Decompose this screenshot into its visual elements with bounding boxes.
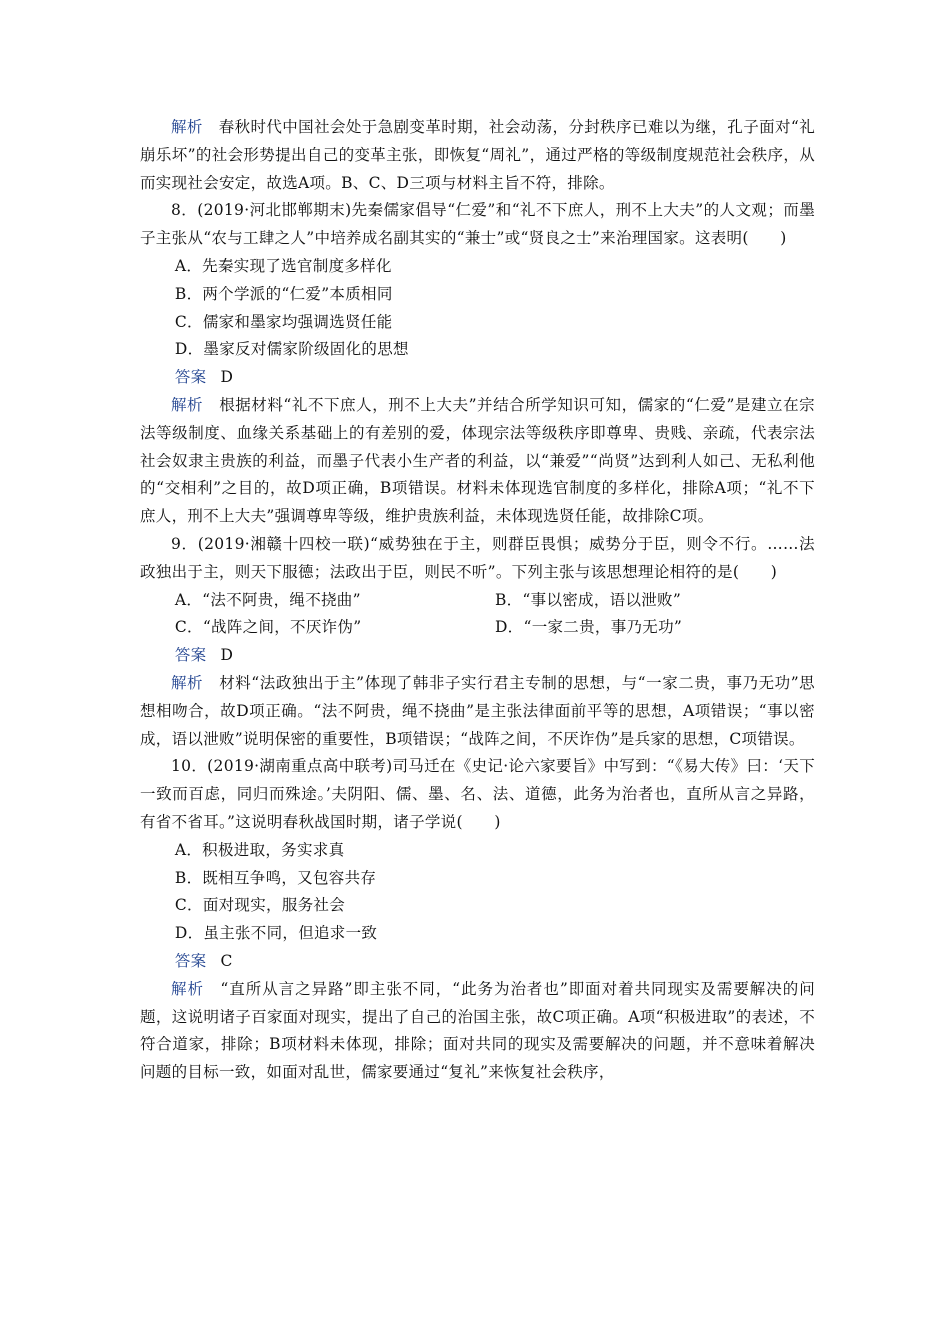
q8-stem: 8．(2019·河北邯郸期末)先秦儒家倡导“仁爱”和“礼不下庶人，刑不上大夫”的人文观；而墨子主张从“农与工肆之人”中培养成名副其实的“兼士”或“贤良之士”来治理国家。这表明( ) <box>140 201 815 248</box>
q10-analysis: 解析 “直所从言之异路”即主张不同，“此务为治者也”即面对着共同现实及需要解决的问题，这说明诸子百家面对现实，提出了自己的治国主张，故C项正确。A项“积极进取”的表述，不符合道家，排除；B项材料未体现，排除；面对共同的现实及需要解决的问题，并不意味着解决问题的目标一致，如面对乱世，儒家要通过“复礼”来恢复社会秩序， <box>140 979 815 1082</box>
q10-option-c: C．面对现实，服务社会 <box>174 896 346 915</box>
q9-answer-value: D <box>220 646 234 665</box>
q8-option-c: C．儒家和墨家均强调选贤任能 <box>174 312 393 331</box>
q9-options-row-1 <box>140 587 815 615</box>
answer-label: 答案 <box>174 368 207 387</box>
q9-option-a: A．“法不阿贵，绳不挠曲” <box>174 590 361 609</box>
analysis-label: 解析 <box>171 395 204 414</box>
analysis-label: 解析 <box>171 118 203 136</box>
document-page <box>140 114 815 1087</box>
q9-analysis: 解析 材料“法政独出于主”体现了韩非子实行君主专制的思想，与“一家二贵，事乃无功”思想相吻合，故D项正确。“法不阿贵，绳不挠曲”是主张法律面前平等的思想，A项错误；“事以密成，语以泄败”说明保密的重要性，B项错误；“战阵之间，不厌诈伪”是兵家的思想，C项错误。 <box>140 673 815 748</box>
q8-option-b: B．两个学派的“仁爱”本质相同 <box>174 284 393 303</box>
q8-answer <box>140 364 815 392</box>
q9-option-c: C．“战阵之间，不厌诈伪” <box>174 618 362 637</box>
q9-options-row-2 <box>140 614 815 642</box>
answer-label: 答案 <box>174 646 207 665</box>
q8-analysis: 解析 根据材料“礼不下庶人，刑不上大夫”并结合所学知识可知，儒家的“仁爱”是建立在宗法等级制度、血缘关系基础上的有差别的爱，体现宗法等级秩序即尊卑、贵贱、亲疏，代表宗法社会奴隶主贵族的利益，而墨子代表小生产者的利益，以“兼爱”“尚贤”达到利人如己、无私利他的“交相利”之目的，故D项正确，B项错误。材料未体现选官制度的多样化，排除A项；“礼不下庶人，刑不上大夫”强调尊卑等级，维护贵族利益，未体现选贤任能，故排除C项。 <box>140 395 815 526</box>
q10-stem: 10．(2019·湖南重点高中联考)司马迁在《史记·论六家要旨》中写到：“《易大传》曰：‘天下一致而百虑，同归而殊途。’夫阴阳、儒、墨、名、法、道德，此务为治者也，直所从言之异路，有省不省耳。”这说明春秋战国时期，诸子学说( ) <box>140 757 815 831</box>
analysis-label: 解析 <box>171 979 204 998</box>
analysis-label: 解析 <box>171 673 204 692</box>
q10-option-b: B．既相互争鸣，又包容共存 <box>174 868 377 887</box>
q9-stem: 9．(2019·湘赣十四校一联)“威势独在于主，则群臣畏惧；威势分于臣，则令不行。……法政独出于主，则天下服德；法政出于臣，则民不听”。下列主张与该思想理论相符的是( ) <box>140 534 815 581</box>
q9-answer <box>140 642 815 670</box>
answer-label: 答案 <box>174 951 207 970</box>
q8-option-d: D．墨家反对儒家阶级固化的思想 <box>174 340 409 359</box>
q9-option-d: D．“一家二贵，事乃无功” <box>494 618 683 637</box>
q10-option-a: A．积极进取，务实求真 <box>174 840 345 859</box>
q10-answer-value: C <box>220 951 233 970</box>
q10-answer <box>140 948 815 976</box>
q9-option-b: B．“事以密成，语以泄败” <box>494 590 682 609</box>
q8-answer-value: D <box>220 368 234 387</box>
q7-analysis: 解析 春秋时代中国社会处于急剧变革时期，社会动荡，分封秩序已难以为继，孔子面对“礼崩乐坏”的社会形势提出自己的变革主张，即恢复“周礼”，通过严格的等级制度规范社会秩序，从而实现社会安定，故选A项。B、C、D三项与材料主旨不符，排除。 <box>140 118 815 192</box>
q8-option-a: A．先秦实现了选官制度多样化 <box>174 256 392 275</box>
q10-option-d: D．虽主张不同，但追求一致 <box>174 924 378 943</box>
